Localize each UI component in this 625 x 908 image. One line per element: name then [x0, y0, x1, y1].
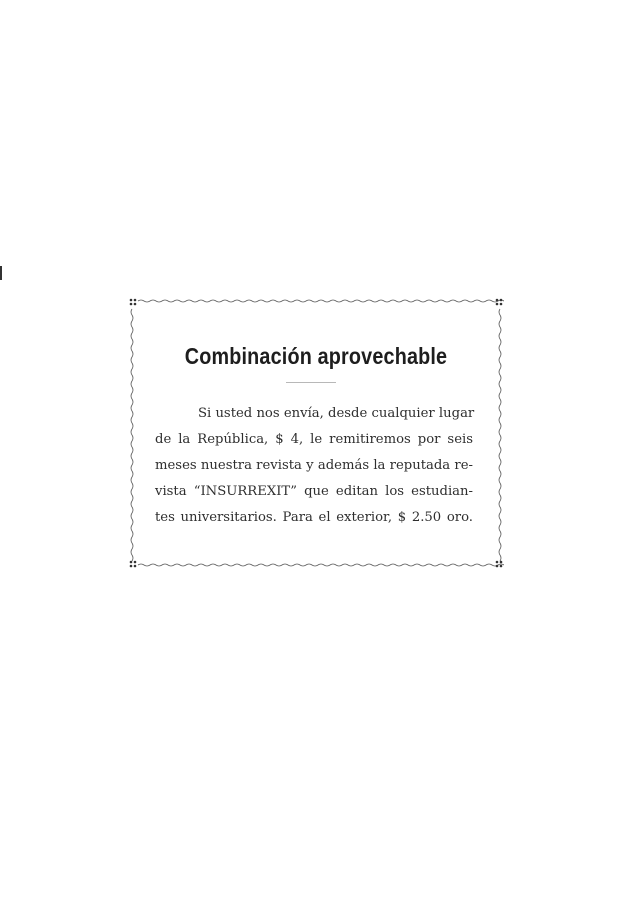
notice-title: Combinación aprovechable: [184, 343, 448, 369]
body-line: meses nuestra revista y además la reputada re-: [155, 458, 473, 473]
notice-body: [155, 401, 473, 531]
title-divider: [286, 382, 336, 383]
body-line: tes universitarios. Para el exterior, $ 2.50 oro.: [155, 510, 473, 525]
body-line: vista “INSURREXIT” que editan los estudian-: [155, 484, 473, 499]
body-line: Si usted nos envía, desde cualquier lugar: [198, 406, 475, 421]
scan-mark: [0, 266, 2, 280]
body-line: de la República, $ 4, le remitiremos por seis: [155, 432, 473, 447]
